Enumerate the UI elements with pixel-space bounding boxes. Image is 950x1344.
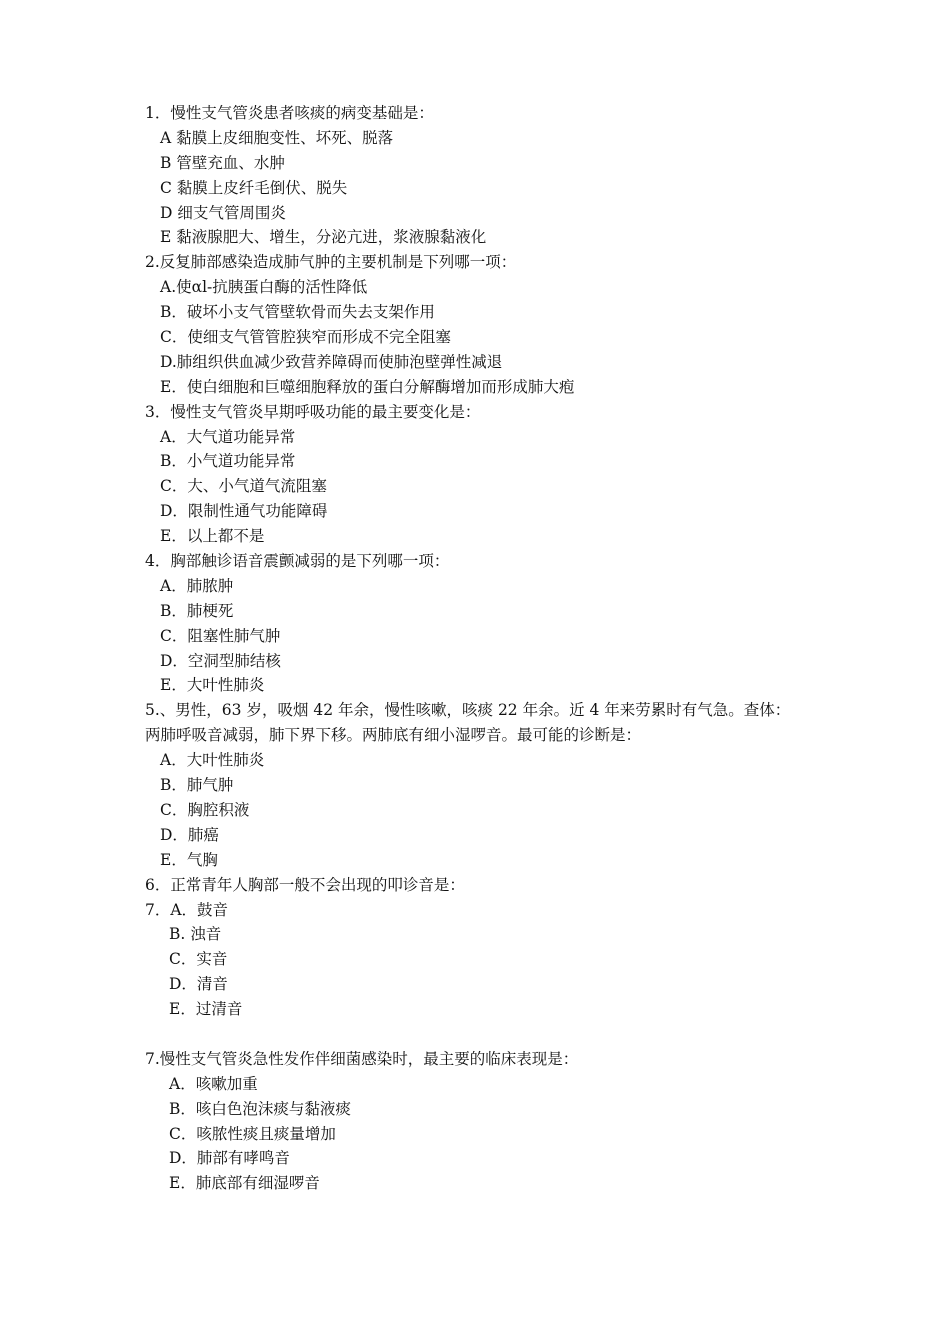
question-4-option-e: E．大叶性肺炎 [160, 676, 265, 695]
question-5-stem-line-1: 5.、男性，63 岁，吸烟 42 年余，慢性咳嗽，咳痰 22 年余。近 4 年来劳累时有气急。查体： [145, 701, 791, 720]
question-list [145, 101, 825, 1196]
blank-line [145, 1022, 825, 1047]
question-5-option-c: C．胸腔积液 [160, 800, 250, 819]
question-2-option-b: B．破坏小支气管壁软骨而失去支架作用 [160, 303, 435, 322]
question-3-option-e: E．以上都不是 [160, 527, 265, 546]
question-1-option-a: A 黏膜上皮细胞变性、坏死、脱落 [160, 128, 394, 147]
question-2-option-c: C．使细支气管管腔狭窄而形成不完全阻塞 [160, 328, 451, 347]
question-1-option-d: D 细支气管周围炎 [160, 203, 286, 222]
question-7-stem: 7.慢性支气管炎急性发作伴细菌感染时，最主要的临床表现是： [145, 1049, 579, 1068]
question-6-option-a: 7．A．鼓音 [145, 900, 229, 919]
question-3-option-c: C．大、小气道气流阻塞 [160, 477, 327, 496]
question-2-stem: 2.反复肺部感染造成肺气肿的主要机制是下列哪一项： [145, 253, 517, 272]
question-5-option-d: D．肺癌 [160, 825, 219, 844]
question-4-option-b: B．肺梗死 [160, 601, 234, 620]
question-5-option-e: E．气胸 [160, 850, 218, 869]
question-1-stem: 1．慢性支气管炎患者咳痰的病变基础是： [145, 104, 434, 122]
question-6-option-c: C．实音 [169, 950, 228, 969]
question-6-stem: 6．正常青年人胸部一般不会出现的叩诊音是： [145, 875, 465, 894]
question-4-stem: 4．胸部触诊语音震颤减弱的是下列哪一项： [145, 552, 450, 571]
question-5-stem-line-2: 两肺呼吸音减弱，肺下界下移。两肺底有细小湿啰音。最可能的诊断是： [145, 726, 642, 745]
question-4-option-d: D．空洞型肺结核 [160, 651, 281, 670]
question-7-option-d: D．肺部有哮鸣音 [169, 1149, 290, 1168]
question-7-option-c: C．咳脓性痰且痰量增加 [169, 1124, 336, 1143]
question-6-option-d: D．清音 [169, 975, 228, 994]
question-1-option-c: C 黏膜上皮纤毛倒伏、脱失 [160, 178, 348, 197]
question-6-option-e: E．过清音 [169, 1000, 243, 1019]
question-7-option-a: A．咳嗽加重 [169, 1074, 258, 1093]
question-2-option-e: E．使白细胞和巨噬细胞释放的蛋白分解酶增加而形成肺大疱 [160, 377, 575, 396]
question-2-option-d: D.肺组织供血减少致营养障碍而使肺泡壁弹性减退 [160, 352, 503, 371]
question-7-option-e: E．肺底部有细湿啰音 [169, 1174, 320, 1193]
question-3-option-d: D．限制性通气功能障碍 [160, 502, 328, 521]
question-5-option-a: A．大叶性肺炎 [160, 751, 265, 770]
question-3-option-b: B．小气道功能异常 [160, 452, 296, 471]
question-1-option-b: B 管壁充血、水肿 [160, 153, 285, 172]
question-5-option-b: B．肺气肿 [160, 776, 234, 795]
question-7-option-b: B．咳白色泡沫痰与黏液痰 [169, 1099, 351, 1118]
question-2-option-a: A.使αl-抗胰蛋白酶的活性降低 [160, 278, 368, 297]
question-3-option-a: A．大气道功能异常 [160, 427, 296, 446]
question-1-option-e: E 黏液腺肥大、增生，分泌亢进，浆液腺黏液化 [160, 228, 487, 247]
question-4-option-a: A．肺脓肿 [160, 576, 234, 595]
question-6-option-b: B. 浊音 [169, 925, 222, 944]
question-3-stem: 3．慢性支气管炎早期呼吸功能的最主要变化是： [145, 402, 481, 421]
question-4-option-c: C．阻塞性肺气肿 [160, 626, 281, 645]
